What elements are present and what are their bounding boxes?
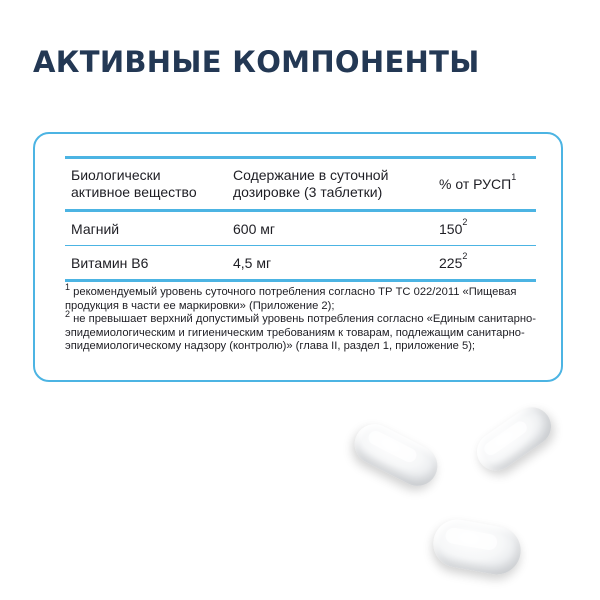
row-percent bbox=[433, 216, 536, 237]
header-dosage-line1: Содержание в суточной bbox=[233, 167, 389, 183]
footnote-1-text: рекомендуемый уровень суточного потребления согласно ТР ТС 022/2011 «Пищевая продукция в части ее маркировки» (Приложение 2); bbox=[65, 286, 517, 312]
components-table bbox=[65, 156, 536, 282]
header-percent-label: % от РУСП bbox=[439, 175, 512, 192]
row-percent bbox=[433, 250, 536, 271]
row-amount: 600 мг bbox=[233, 220, 275, 237]
footnote-1 bbox=[65, 282, 545, 313]
active-components-card bbox=[33, 132, 563, 382]
tablet-pill bbox=[348, 417, 445, 493]
header-substance bbox=[65, 167, 227, 201]
table-row bbox=[65, 212, 536, 245]
header-percent-footnote-mark: 1 bbox=[511, 171, 517, 182]
header-substance-line2: активное вещество bbox=[71, 184, 197, 200]
row-percent-footnote-mark: 2 bbox=[462, 250, 468, 261]
table-row bbox=[65, 245, 536, 279]
tablets-image bbox=[330, 390, 600, 600]
row-percent-value: 225 bbox=[439, 254, 463, 271]
footnote-2-mark: 2 bbox=[65, 309, 71, 319]
row-amount: 4,5 мг bbox=[233, 254, 272, 271]
header-percent bbox=[433, 171, 536, 193]
footnotes bbox=[65, 282, 545, 354]
row-substance-name: Магний bbox=[71, 220, 120, 237]
table-header-row bbox=[65, 159, 536, 212]
row-substance-name: Витамин В6 bbox=[71, 254, 149, 271]
footnote-2-text: не превышает верхний допустимый уровень потребления согласно «Единым санитарно-эпидемиологическим и гигиеническим требованиям к товарам, подлежащим санитарно-эпидемиологическому надзору (контролю)» (глава II, раздел 1, приложение 5); bbox=[65, 313, 536, 352]
footnote-2 bbox=[65, 309, 545, 354]
header-dosage-line2: дозировке (3 таблетки) bbox=[233, 184, 383, 200]
footnote-1-mark: 1 bbox=[65, 282, 71, 292]
tablet-pill bbox=[470, 400, 559, 478]
header-substance-line1: Биологически bbox=[71, 167, 161, 183]
page-title: АКТИВНЫЕ КОМПОНЕНТЫ bbox=[33, 45, 480, 79]
header-dosage bbox=[227, 167, 433, 201]
row-percent-value: 150 bbox=[439, 220, 463, 237]
row-percent-footnote-mark: 2 bbox=[462, 216, 468, 227]
tablet-pill bbox=[430, 516, 525, 579]
